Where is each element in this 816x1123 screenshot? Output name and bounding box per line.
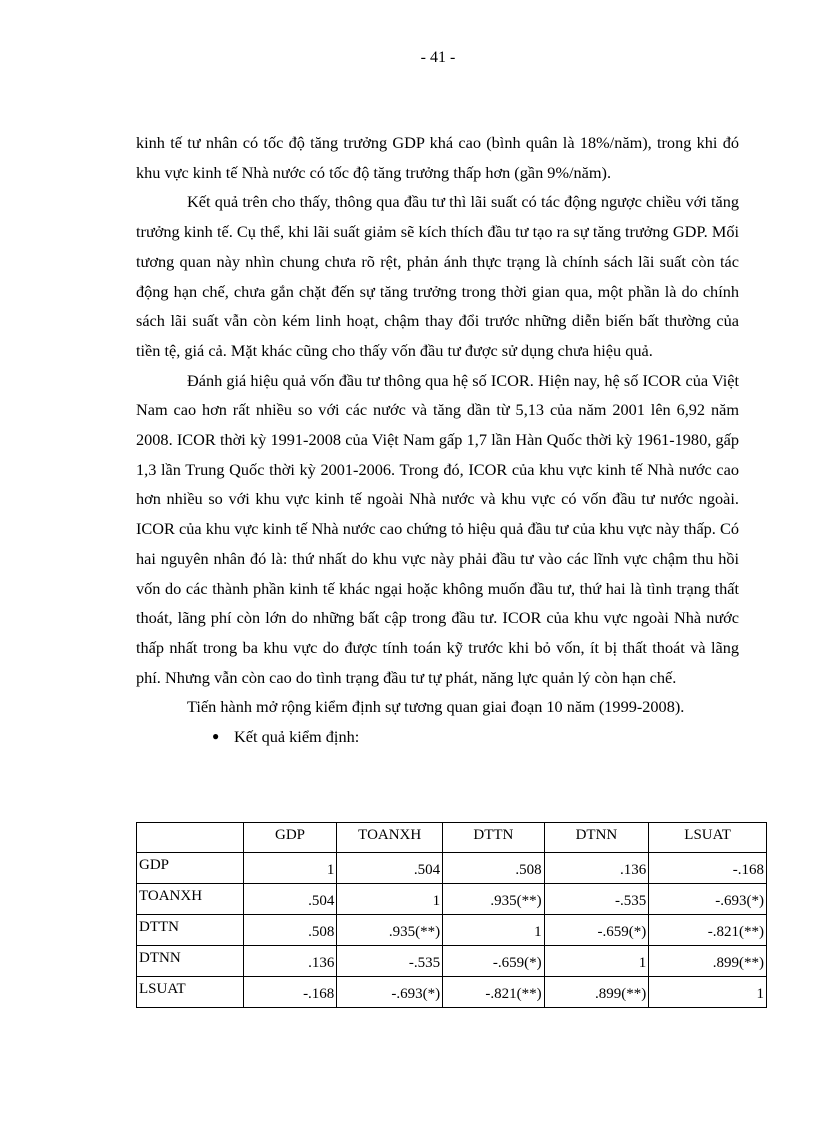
page-number: - 41 - [420, 49, 456, 66]
table-cell: -.821(**) [649, 915, 767, 946]
paragraph-extended-test: Tiến hành mở rộng kiểm định sự tương quan giai đoạn 10 năm (1999-2008). [187, 697, 685, 717]
table-cell: -.693(*) [649, 884, 767, 915]
table-cell: -.535 [544, 884, 649, 915]
table-cell: -.821(**) [443, 977, 545, 1008]
table-header-cell: TOANXH [337, 823, 443, 853]
table-cell: .935(**) [337, 915, 443, 946]
table-header-cell [137, 823, 244, 853]
table-cell: .136 [243, 946, 337, 977]
paragraph-interest-rate-effect: Kết quả trên cho thấy, thông qua đầu tư thì lãi suất có tác động ngược chiều với tăng trưởng kinh tế. Cụ thể, khi lãi suất giảm sẽ kích thích đầu tư tạo ra sự tăng trưởng GDP. Mối tương quan này nhìn chung chưa rõ rệt, phản ánh thực trạng là chính sách lãi suất còn tác động hạn chế, chưa gắn chặt đến sự tăng trưởng trong thời gian qua, một phần là do chính sách lãi suất vẫn còn kém linh hoạt, chậm thay đổi trước những diễn biến bất thường của tiền tệ, giá cả. Mặt khác cũng cho thấy vốn đầu tư được sử dụng chưa hiệu quả. [136, 192, 739, 360]
paragraph-continuation: kinh tế tư nhân có tốc độ tăng trưởng GDP khá cao (bình quân là 18%/năm), trong khi đó khu vực kinh tế Nhà nước có tốc độ tăng trưởng thấp hơn (gần 9%/năm). [136, 133, 739, 182]
table-row [137, 946, 767, 977]
table-cell: -.535 [337, 946, 443, 977]
table-row [137, 915, 767, 946]
table-header-row [137, 823, 767, 853]
document-body [136, 128, 739, 752]
table-header-cell: GDP [243, 823, 337, 853]
table-cell: 1 [443, 915, 545, 946]
table-cell: .899(**) [544, 977, 649, 1008]
table-cell: .508 [243, 915, 337, 946]
table-cell: .899(**) [649, 946, 767, 977]
table-header-cell: LSUAT [649, 823, 767, 853]
table-row-label: DTNN [137, 946, 244, 977]
table-cell: .935(**) [443, 884, 545, 915]
table-cell: -.659(*) [544, 915, 649, 946]
table-cell: -.168 [649, 853, 767, 884]
table-row-label: TOANXH [137, 884, 244, 915]
table-cell: 1 [649, 977, 767, 1008]
table-cell: -.693(*) [337, 977, 443, 1008]
table-cell: -.659(*) [443, 946, 545, 977]
table-header-cell: DTNN [544, 823, 649, 853]
table-row [137, 884, 767, 915]
table-row [137, 853, 767, 884]
correlation-table [136, 822, 767, 1008]
table-cell: .136 [544, 853, 649, 884]
bullet-dot-icon: ● [212, 729, 220, 744]
table-cell: .504 [337, 853, 443, 884]
table-row-label: LSUAT [137, 977, 244, 1008]
bullet-label: Kết quả kiểm định: [234, 727, 360, 747]
table-cell: .508 [443, 853, 545, 884]
table-cell: 1 [243, 853, 337, 884]
bullet-test-results [136, 722, 739, 752]
table-header-cell: DTTN [443, 823, 545, 853]
table-cell: 1 [337, 884, 443, 915]
table-row-label: GDP [137, 853, 244, 884]
table-row-label: DTTN [137, 915, 244, 946]
table-cell: 1 [544, 946, 649, 977]
table-cell: .504 [243, 884, 337, 915]
paragraph-icor-evaluation: Đánh giá hiệu quả vốn đầu tư thông qua hệ số ICOR. Hiện nay, hệ số ICOR của Việt Nam cao hơn rất nhiều so với các nước và tăng dần từ 5,13 của năm 2001 lên 6,92 năm 2008. ICOR thời kỳ 1991-2008 của Việt Nam gấp 1,7 lần Hàn Quốc thời kỳ 1961-1980, gấp 1,3 lần Trung Quốc thời kỳ 2001-2006. Trong đó, ICOR của khu vực kinh tế Nhà nước cao hơn nhiều so với khu vực kinh tế ngoài Nhà nước và khu vực có vốn đầu tư nước ngoài. ICOR của khu vực kinh tế Nhà nước cao chứng tỏ hiệu quả đầu tư của khu vực này thấp. Có hai nguyên nhân đó là: thứ nhất do khu vực này phải đầu tư vào các lĩnh vực chậm thu hồi vốn do các thành phần kinh tế khác ngại hoặc không muốn đầu tư, thứ hai là tình trạng thất thoát, lãng phí còn lớn do những bất cập trong đầu tư. ICOR của khu vực ngoài Nhà nước thấp nhất trong ba khu vực do được tính toán kỹ trước khi bỏ vốn, ít bị thất thoát và lãng phí. Nhưng vẫn còn cao do tình trạng đầu tư tự phát, năng lực quản lý còn hạn chế. [136, 370, 739, 687]
table-cell: -.168 [243, 977, 337, 1008]
table-row [137, 977, 767, 1008]
